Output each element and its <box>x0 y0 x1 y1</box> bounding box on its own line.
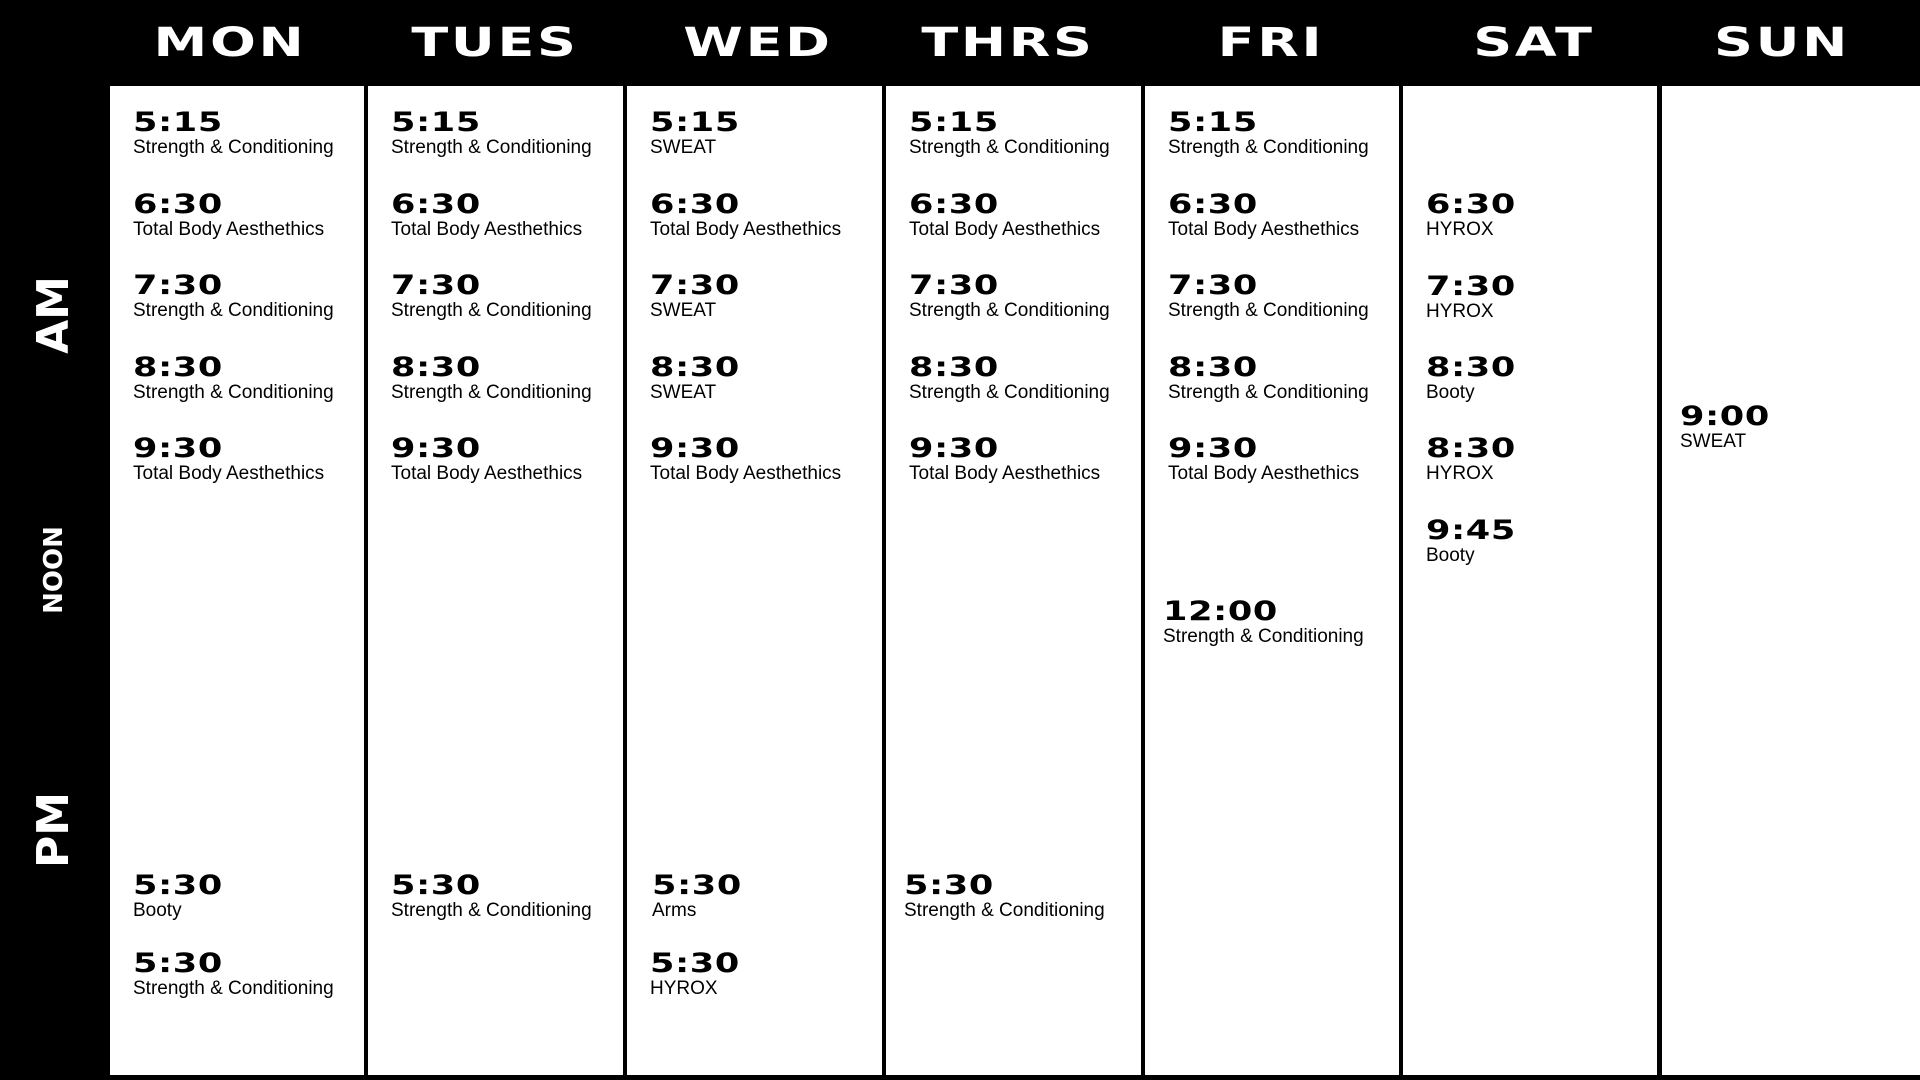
class-slot <box>650 107 740 159</box>
class-name: Total Body Aesthethics <box>1168 219 1360 240</box>
class-time: 6:30 <box>1168 189 1258 220</box>
class-slot <box>909 353 1110 404</box>
class-name: SWEAT <box>1680 431 1747 452</box>
class-slot <box>909 271 1110 322</box>
class-name: Strength & Conditioning <box>391 900 592 921</box>
class-name: Total Body Aesthethics <box>650 463 842 484</box>
class-time: 5:15 <box>391 107 481 138</box>
class-slot <box>133 271 334 322</box>
day-header-sun: SUN <box>1713 20 1851 66</box>
class-name: Strength & Conditioning <box>909 300 1110 321</box>
section-label-noon: NOON <box>38 526 69 614</box>
class-time: 5:15 <box>650 107 740 138</box>
class-slot <box>133 870 223 922</box>
day-column-thrs <box>886 86 1141 1075</box>
class-slot <box>650 190 841 241</box>
class-name: Booty <box>1426 545 1475 566</box>
class-time: 7:30 <box>1168 270 1258 301</box>
class-name: Strength & Conditioning <box>133 137 334 158</box>
day-column-mon <box>110 86 364 1075</box>
class-name: HYROX <box>1426 463 1494 484</box>
class-name: Strength & Conditioning <box>1168 300 1369 321</box>
class-slot <box>391 434 582 485</box>
class-name: Booty <box>133 900 182 921</box>
class-name: Total Body Aesthethics <box>1168 463 1360 484</box>
class-time: 9:00 <box>1680 401 1770 432</box>
class-name: Strength & Conditioning <box>391 300 592 321</box>
class-slot <box>1168 353 1369 404</box>
class-name: Strength & Conditioning <box>391 137 592 158</box>
class-time: 7:30 <box>650 270 740 301</box>
day-header-mon: MON <box>153 20 307 66</box>
class-time: 6:30 <box>909 189 999 220</box>
class-time: 5:30 <box>133 870 223 901</box>
day-header-wed: WED <box>683 20 833 66</box>
class-slot <box>1426 433 1516 485</box>
class-slot <box>1168 434 1359 485</box>
class-time: 9:45 <box>1426 515 1516 546</box>
class-name: Strength & Conditioning <box>909 382 1110 403</box>
class-slot <box>650 352 740 404</box>
class-time: 6:30 <box>391 189 481 220</box>
class-time: 9:30 <box>133 433 223 464</box>
class-time: 9:30 <box>650 433 740 464</box>
class-slot <box>909 190 1100 241</box>
class-slot <box>650 948 740 1000</box>
class-slot <box>391 271 592 322</box>
class-time: 6:30 <box>1426 189 1516 220</box>
class-time: 9:30 <box>909 433 999 464</box>
class-name: Total Body Aesthethics <box>909 219 1101 240</box>
class-name: HYROX <box>1426 219 1494 240</box>
class-slot <box>133 190 324 241</box>
class-slot <box>650 434 841 485</box>
class-name: Strength & Conditioning <box>133 382 334 403</box>
class-name: Total Body Aesthethics <box>391 463 583 484</box>
day-column-wed <box>627 86 882 1075</box>
class-name: Strength & Conditioning <box>133 978 334 999</box>
class-name: SWEAT <box>650 137 717 158</box>
class-time: 8:30 <box>391 352 481 383</box>
class-time: 7:30 <box>133 270 223 301</box>
class-time: 7:30 <box>391 270 481 301</box>
class-time: 5:15 <box>1168 107 1258 138</box>
class-slot <box>650 270 740 322</box>
class-time: 6:30 <box>133 189 223 220</box>
class-slot <box>1168 108 1369 159</box>
class-time: 5:30 <box>652 870 742 901</box>
class-slot <box>1168 190 1359 241</box>
class-time: 5:15 <box>909 107 999 138</box>
class-time: 7:30 <box>1426 271 1516 302</box>
class-name: HYROX <box>650 978 718 999</box>
class-time: 8:30 <box>909 352 999 383</box>
class-slot <box>391 353 592 404</box>
class-name: Strength & Conditioning <box>1168 137 1369 158</box>
class-name: HYROX <box>1426 301 1494 322</box>
class-name: Strength & Conditioning <box>391 382 592 403</box>
class-time: 5:30 <box>133 948 223 979</box>
class-name: SWEAT <box>650 382 717 403</box>
section-label-am: AM <box>28 276 79 354</box>
class-slot <box>1680 401 1770 453</box>
class-time: 9:30 <box>391 433 481 464</box>
class-slot <box>133 108 334 159</box>
day-header-tues: TUES <box>411 20 579 66</box>
class-slot <box>1168 271 1369 322</box>
class-name: Total Body Aesthethics <box>133 463 325 484</box>
class-name: Total Body Aesthethics <box>909 463 1101 484</box>
class-slot <box>652 870 742 922</box>
class-time: 5:30 <box>904 870 994 901</box>
class-name: SWEAT <box>650 300 717 321</box>
class-name: Total Body Aesthethics <box>650 219 842 240</box>
class-slot <box>391 871 592 922</box>
day-header-thrs: THRS <box>921 20 1095 66</box>
class-slot <box>1426 352 1516 404</box>
class-name: Strength & Conditioning <box>1163 626 1364 647</box>
class-slot <box>904 871 1105 922</box>
class-time: 5:15 <box>133 107 223 138</box>
class-slot <box>1426 515 1516 567</box>
class-slot <box>391 190 582 241</box>
class-slot <box>391 108 592 159</box>
day-column-tues <box>368 86 623 1075</box>
class-slot <box>909 434 1100 485</box>
day-column-sun <box>1662 86 1920 1075</box>
class-slot <box>1426 271 1516 323</box>
class-name: Arms <box>652 900 697 921</box>
class-name: Booty <box>1426 382 1475 403</box>
class-name: Strength & Conditioning <box>904 900 1105 921</box>
class-time: 8:30 <box>133 352 223 383</box>
class-name: Strength & Conditioning <box>909 137 1110 158</box>
class-slot <box>133 949 334 1000</box>
class-name: Total Body Aesthethics <box>133 219 325 240</box>
class-name: Total Body Aesthethics <box>391 219 583 240</box>
class-time: 8:30 <box>1426 352 1516 383</box>
class-time: 8:30 <box>1426 433 1516 464</box>
class-slot <box>133 434 324 485</box>
class-time: 5:30 <box>391 870 481 901</box>
schedule-header <box>0 0 1920 86</box>
day-column-fri <box>1145 86 1399 1075</box>
class-slot <box>133 353 334 404</box>
class-time: 8:30 <box>650 352 740 383</box>
class-slot <box>1163 597 1364 648</box>
day-column-sat <box>1403 86 1657 1075</box>
section-label-pm: PM <box>27 791 79 869</box>
class-time: 8:30 <box>1168 352 1258 383</box>
class-time: 7:30 <box>909 270 999 301</box>
class-time: 6:30 <box>650 189 740 220</box>
day-header-sat: SAT <box>1473 20 1595 66</box>
class-time: 9:30 <box>1168 433 1258 464</box>
day-header-fri: FRI <box>1217 20 1325 66</box>
class-name: Strength & Conditioning <box>1168 382 1369 403</box>
class-name: Strength & Conditioning <box>133 300 334 321</box>
class-time: 12:00 <box>1163 596 1278 627</box>
class-time: 5:30 <box>650 948 740 979</box>
class-slot <box>1426 189 1516 241</box>
class-slot <box>909 108 1110 159</box>
